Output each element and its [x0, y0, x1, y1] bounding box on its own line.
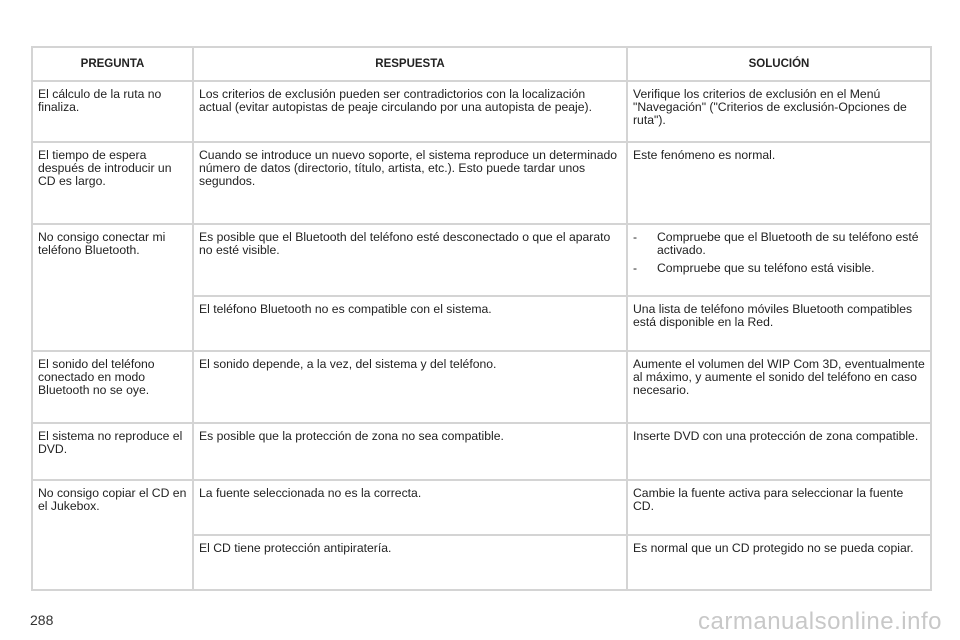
- page-number: 288: [30, 612, 54, 628]
- solution-cell: [627, 224, 931, 296]
- solution-cell: Verifique los criterios de exclusión en el Menú "Navegación" ("Criterios de exclusión-Opciones de ruta").: [627, 81, 931, 142]
- solution-cell: Inserte DVD con una protección de zona compatible.: [627, 423, 931, 480]
- question-cell: No consigo conectar mi teléfono Bluetooth.: [32, 224, 193, 351]
- table-row: [32, 423, 931, 480]
- table-row: [32, 142, 931, 224]
- answer-cell: El sonido depende, a la vez, del sistema y del teléfono.: [193, 351, 627, 423]
- answer-cell: El CD tiene protección antipiratería.: [193, 535, 627, 590]
- solution-list-item: - Compruebe que el Bluetooth de su teléfono esté activado.: [633, 231, 925, 257]
- question-cell: El sistema no reproduce el DVD.: [32, 423, 193, 480]
- solution-list: [633, 231, 925, 275]
- solution-cell: Cambie la fuente activa para seleccionar la fuente CD.: [627, 480, 931, 535]
- solution-cell: Es normal que un CD protegido no se pueda copiar.: [627, 535, 931, 590]
- question-cell: No consigo copiar el CD en el Jukebox.: [32, 480, 193, 590]
- table-row: [32, 351, 931, 423]
- question-cell: El tiempo de espera después de introducir un CD es largo.: [32, 142, 193, 224]
- table-header-row: [32, 47, 931, 81]
- header-solution: SOLUCIÓN: [627, 47, 931, 81]
- table-row: [32, 480, 931, 535]
- answer-cell: El teléfono Bluetooth no es compatible con el sistema.: [193, 296, 627, 351]
- header-answer: RESPUESTA: [193, 47, 627, 81]
- solution-list-item: - Compruebe que su teléfono está visible.: [633, 262, 925, 275]
- answer-cell: Los criterios de exclusión pueden ser contradictorios con la localización actual (evitar autopistas de peaje circulando por una autopista de peaje).: [193, 81, 627, 142]
- answer-cell: Es posible que el Bluetooth del teléfono esté desconectado o que el aparato no esté visible.: [193, 224, 627, 296]
- answer-cell: La fuente seleccionada no es la correcta.: [193, 480, 627, 535]
- solution-cell: Una lista de teléfono móviles Bluetooth compatibles está disponible en la Red.: [627, 296, 931, 351]
- solution-cell: Este fenómeno es normal.: [627, 142, 931, 224]
- answer-cell: Es posible que la protección de zona no sea compatible.: [193, 423, 627, 480]
- troubleshooting-table: [31, 46, 932, 591]
- solution-cell: Aumente el volumen del WIP Com 3D, eventualmente al máximo, y aumente el sonido del teléfono en caso necesario.: [627, 351, 931, 423]
- watermark: carmanualsonline.info: [698, 608, 942, 635]
- question-cell: El cálculo de la ruta no finaliza.: [32, 81, 193, 142]
- table-row: [32, 81, 931, 142]
- answer-cell: Cuando se introduce un nuevo soporte, el sistema reproduce un determinado número de datos (directorio, título, artista, etc.). Esto puede tardar unos segundos.: [193, 142, 627, 224]
- header-question: PREGUNTA: [32, 47, 193, 81]
- table-row: [32, 224, 931, 296]
- question-cell: El sonido del teléfono conectado en modo Bluetooth no se oye.: [32, 351, 193, 423]
